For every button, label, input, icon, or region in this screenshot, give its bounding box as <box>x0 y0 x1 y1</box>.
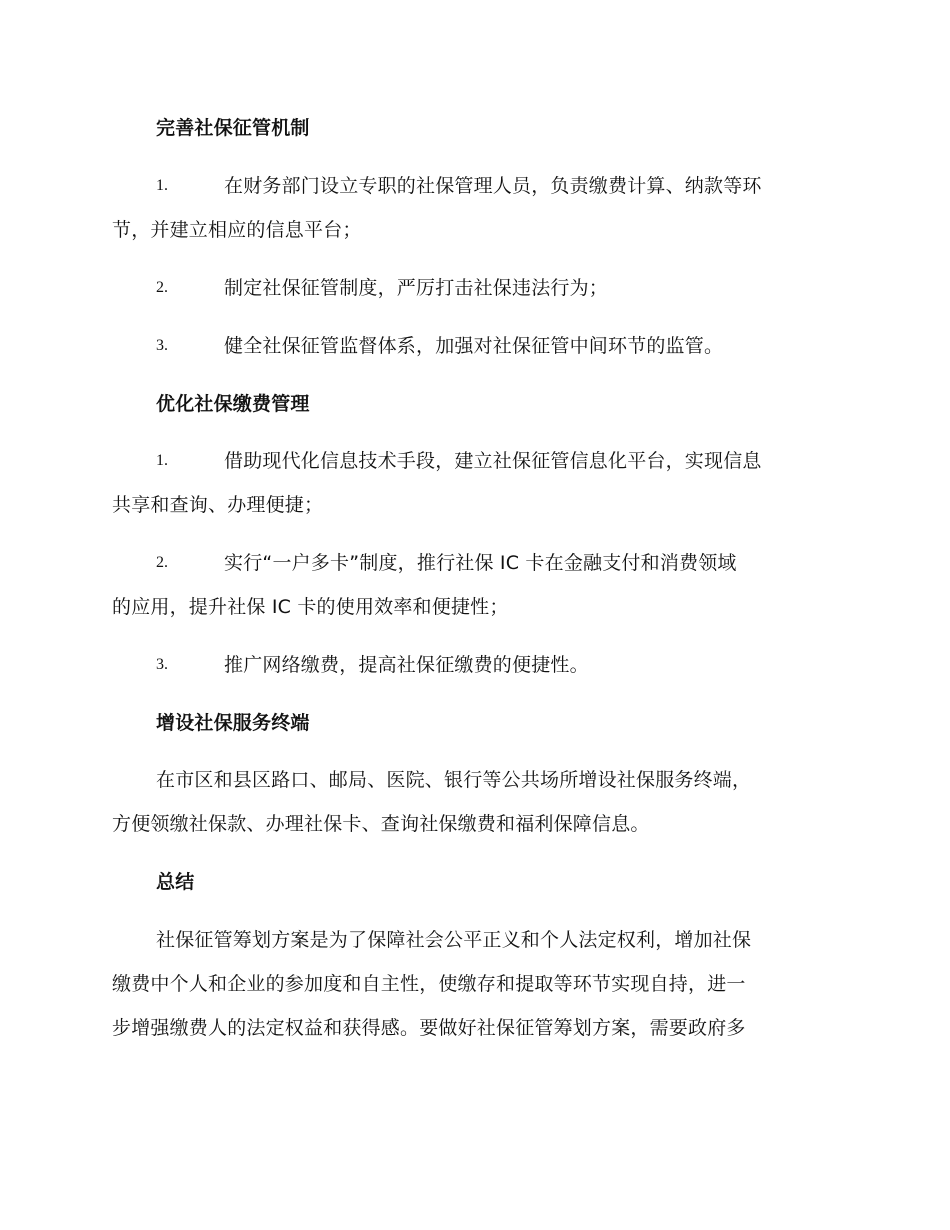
list-item-text: 制定社保征管制度，严厉打击社保违法行为； <box>224 277 609 299</box>
list-number: 1. <box>156 177 168 194</box>
list-number: 2. <box>156 279 168 296</box>
list-number: 3. <box>156 337 168 354</box>
list-item-text-continued: 节，并建立相应的信息平台； <box>112 219 362 241</box>
list-item-text: 借助现代化信息技术手段，建立社保征管信息化平台，实现信息 <box>224 450 762 472</box>
section-heading: 总结 <box>156 871 195 893</box>
list-item-text-continued: 共享和查询、办理便捷； <box>112 494 324 516</box>
section-heading: 优化社保缴费管理 <box>156 393 310 415</box>
list-number: 3. <box>156 656 168 673</box>
list-number: 2. <box>156 554 168 571</box>
list-item-text: 推广网络缴费，提高社保征缴费的便捷性。 <box>224 654 589 676</box>
list-item-text: 健全社保征管监督体系，加强对社保征管中间环节的监管。 <box>224 335 724 357</box>
list-item-text: 在财务部门设立专职的社保管理人员，负责缴费计算、纳款等环 <box>224 175 762 197</box>
paragraph-text-continued: 缴费中个人和企业的参加度和自主性，使缴存和提取等环节实现自持，进一 <box>112 973 746 995</box>
list-item-text-continued: 的应用，提升社保 IC 卡的使用效率和便捷性； <box>112 596 509 618</box>
paragraph-text-continued: 步增强缴费人的法定权益和获得感。要做好社保征管筹划方案，需要政府多 <box>112 1017 746 1039</box>
list-number: 1. <box>156 452 168 469</box>
paragraph-text-continued: 方便领缴社保款、办理社保卡、查询社保缴费和福利保障信息。 <box>112 813 650 835</box>
section-heading: 完善社保征管机制 <box>156 117 310 139</box>
section-heading: 增设社保服务终端 <box>156 712 310 734</box>
paragraph-text: 社保征管筹划方案是为了保障社会公平正义和个人法定权利，增加社保 <box>156 929 752 951</box>
list-item-text: 实行“一户多卡”制度，推行社保 IC 卡在金融支付和消费领域 <box>224 552 737 574</box>
paragraph-text: 在市区和县区路口、邮局、医院、银行等公共场所增设社保服务终端， <box>156 769 752 791</box>
